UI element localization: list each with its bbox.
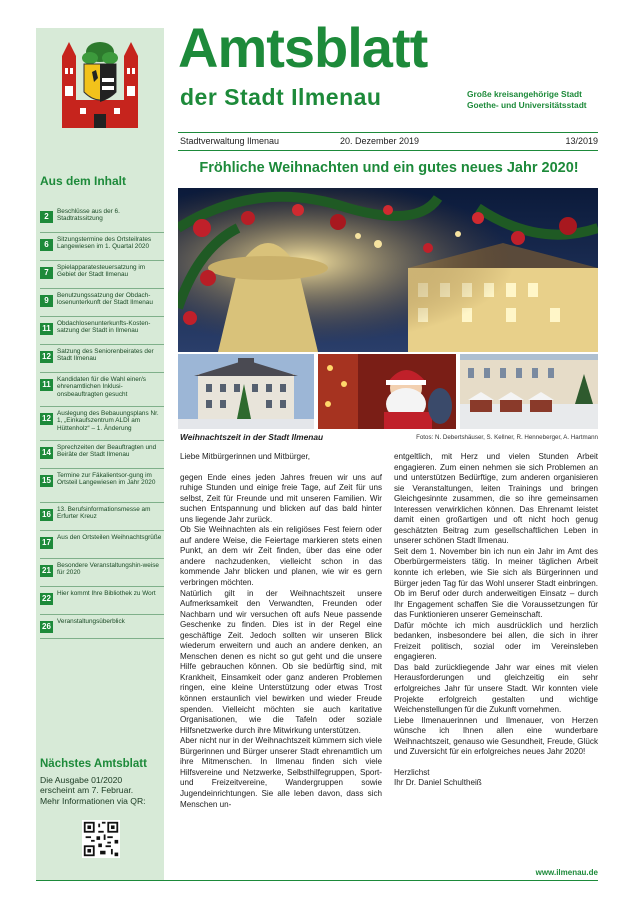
- toc-page-number: 14: [40, 447, 53, 459]
- letter-paragraph: Seit dem 1. November bin ich nun ein Jahr im Amt des Oberbürgermeisters tätig. In meiner täglichen Arbeit konnte ich erleben, wie Sie sich als Bürgerinnen und Bürger jeden Tag für das Wohl unserer Stadt einbringen. Ob im Beruf oder durch anderweitigen Einsatz – durch Ihr Engagement schaffen Sie die Voraussetzungen für das Funktionieren unserer Gemeinschaft.: [394, 546, 598, 620]
- toc-page-number: 12: [40, 413, 53, 425]
- toc-item-label: Hier kommt Ihre Bibliothek zu Wort: [57, 590, 156, 597]
- next-issue-info: [40, 775, 164, 806]
- issue-number: 13/2019: [565, 136, 598, 146]
- toc-page-number: 15: [40, 475, 53, 487]
- letter-salutation: Liebe Mitbürgerinnen und Mitbürger,: [180, 452, 311, 461]
- letter-paragraph: Ob Sie Weihnachten als ein religiöses Fest feiern oder auf andere Weise, die Feiertage markieren stets einen Punkt, an dem wir Zeit finden, über das eine oder andere nachzudenken, vielleicht schon in das kommende Jahr blicken und planen, wie wir es gern verbringen möchten.: [180, 525, 382, 588]
- toc-item[interactable]: [40, 503, 164, 531]
- letter-paragraph: Aber nicht nur in der Weihnachtszeit kümmern sich viele Bürgerinnen und Bürger unserer Stadt ehrenamtlich um ihre Mitmenschen. In Ilmenau finden sich viele Hilfsvereine und Netzwerke, Selbsthilfegruppen, Sport- und Freizeitvereine, Wandergruppen sowie Jugendeinrichtungen. Sie alle leben davon, dass sich Menschen un-: [180, 736, 382, 809]
- toc-item[interactable]: [40, 469, 164, 503]
- city-status: [467, 89, 607, 111]
- main-photo: [178, 188, 598, 352]
- letter-column-2: [394, 452, 598, 789]
- toc-item[interactable]: [40, 531, 164, 559]
- toc-item-label: Termine zur Fäkalientsor-gung im Ortsteil Langewiesen im Jahr 2020: [57, 472, 156, 487]
- next-issue-heading: Nächstes Amtsblatt: [40, 758, 147, 770]
- toc-item-label: 13. Berufsinformationsmesse am Erfurter Kreuz: [57, 506, 151, 521]
- toc-item-label: Sprechzeiten der Beauftragten und Beiräte der Stadt Ilmenau: [57, 444, 157, 459]
- photo-caption: Weihnachtszeit in der Stadt Ilmenau: [180, 432, 324, 442]
- photo-santa: [318, 354, 456, 429]
- toc-page-number: 11: [40, 323, 53, 335]
- toc-item[interactable]: [40, 441, 164, 469]
- next-issue-line: Mehr Informationen via QR:: [40, 795, 146, 806]
- toc-item[interactable]: [40, 373, 164, 407]
- coat-of-arms-icon: [58, 38, 142, 138]
- toc-item[interactable]: [40, 317, 164, 345]
- toc-item[interactable]: [40, 559, 164, 587]
- toc-page-number: 2: [40, 211, 53, 223]
- toc-item-label: Veranstaltungsüberblick: [57, 618, 125, 625]
- toc-item[interactable]: [40, 233, 164, 261]
- toc-page-number: 11: [40, 379, 53, 391]
- next-issue-line: Die Ausgabe 01/2020: [40, 775, 123, 785]
- toc-item-label: Beschlüsse aus der 6. Stadtratssitzung: [57, 208, 120, 223]
- toc-item-label: Besondere Veranstaltungshin-weise für 2020: [57, 562, 159, 577]
- letter-paragraph: Liebe Ilmenauerinnen und Ilmenauer, von Herzen wünsche ich Ihnen allen eine wunderbare Weihnachtszeit, genauso wie Gesundheit, Freude, Glück und Zuversicht für ein erfolgreiches neues Jahr 2020!: [394, 715, 598, 757]
- toc-page-number: 6: [40, 239, 53, 251]
- toc-page-number: 22: [40, 593, 53, 605]
- headline: Fröhliche Weihnachten und ein gutes neues Jahr 2020!: [199, 160, 579, 176]
- letter-paragraph: Dafür möchte ich mich ausdrücklich und herzlich bedanken, insbesondere bei allen, die sich in ihrer Freizeit politisch, sozial oder im Vereinsleben engagieren.: [394, 620, 598, 662]
- masthead-title: Amtsblatt: [178, 16, 428, 79]
- toc-page-number: 16: [40, 509, 53, 521]
- toc-item-label: Spielapparatesteuersatzung im Gebiet der Stadt Ilmenau: [57, 264, 146, 279]
- sidebar: [36, 28, 164, 880]
- toc-item-label: Aus den Ortsteilen Weihnachtsgrüße: [57, 534, 162, 541]
- letter-paragraph: Natürlich gilt in der Weihnachtszeit unsere Aufmerksamkeit den Verwandten, Freunden oder Nachbarn und wir versuchen oft aufs Neue passende Geschenke zu finden. Dies ist in der Regel eine geschäftige Zeit. Jedoch sollten wir unseren Blick wiederum erweitern und auch an andere denken, an Menschen denen es nicht so gut geht und die unsere Hilfe gebrauchen können. Ob sie bedürftig sind, mit Krankheit, Einsamkeit oder ganz anderen Problemen ringen, eine kleine Unterstützung oder etwas Trost können erstaunlich viel bewirken und wieder Freude spenden. Vielleicht möchten sie auch karitative Organisationen, wie die Tafeln oder soziale Hilfsnetzwerke durch ihre Mitwirkung unterstützen.: [180, 588, 382, 735]
- footer-rule: [36, 880, 598, 881]
- toc-heading: Aus dem Inhalt: [40, 174, 127, 188]
- publisher: Stadtverwaltung Ilmenau: [180, 136, 280, 146]
- qr-code-icon[interactable]: [82, 820, 120, 858]
- header-rule: [178, 150, 598, 151]
- toc-page-number: 7: [40, 267, 53, 279]
- letter-paragraph: Das bald zurückliegende Jahr war eines mit vielen Herausforderungen und gleichzeitig ein sehr erfolgreiches Jahr für unsere Stadt. Wir konnten viele Projekte erfolgreich gestalten und wichtige Weichenstellungen für die Zukunft vornehmen.: [394, 662, 598, 715]
- toc-item-label: Obdachlosenunterkunfts-Kosten-satzung der Stadt in Ilmenau: [57, 320, 151, 335]
- city-status-line: Goethe- und Universitätsstadt: [467, 100, 587, 110]
- issue-date: 20. Dezember 2019: [340, 136, 420, 146]
- toc-item[interactable]: [40, 587, 164, 615]
- city-status-line: Große kreisangehörige Stadt: [467, 89, 582, 99]
- toc-item[interactable]: [40, 345, 164, 373]
- letter-closing: Herzlichst: [394, 767, 430, 777]
- letter-paragraph: entgeltlich, mit Herz und vielen Stunden Arbeit engagieren. Zum einen nehmen sie sich Problemen an und unterstützen Bedürftige, zum anderen organisieren sie Veranstaltungen, leiten Trainings und bringen Gleichgesinnte zusammen, die so ihre gemeinsamen Interessen verwirklichen können. Das Ehrenamt leistet damit einen großartigen und oft nicht hoch genug geschätzten Beitrag zum gesellschaftlichen Leben in unserer schönen Stadt Ilmenau.: [394, 452, 598, 546]
- toc-item[interactable]: [40, 205, 164, 233]
- toc-item-label: Auslegung des Bebauungsplans Nr. 1, „Einkaufszentrum ALDI am Hüttenholz“ – 1. Änderung: [57, 410, 159, 432]
- next-issue-line: erscheint am 7. Februar.: [40, 785, 134, 796]
- toc-page-number: 9: [40, 295, 53, 307]
- header-rule: [178, 132, 598, 133]
- masthead-subtitle: der Stadt Ilmenau: [180, 84, 382, 110]
- toc-item-label: Satzung des Seniorenbeirates der Stadt Ilmenau: [57, 348, 154, 363]
- toc-page-number: 12: [40, 351, 53, 363]
- toc-item-label: Sitzungstermine des Ortsteilrates Langewiesen im 1. Quartal 2020: [57, 236, 152, 251]
- photo-castle: [178, 354, 314, 429]
- letter-signature: Ihr Dr. Daniel Schultheiß: [394, 778, 482, 788]
- letter-paragraph: gegen Ende eines jeden Jahres freuen wir uns auf ruhige Stunden und einige freie Tage, auf Zeit für uns selbst, Zeit für Freunde und mit unseren Familien. Wir suchen Entspannung und blicken auf das bald hinter uns liegende Jahr zurück.: [180, 472, 382, 524]
- table-of-contents: [40, 205, 164, 639]
- toc-page-number: 21: [40, 565, 53, 577]
- toc-item-label: Kandidaten für die Wahl einer/s ehrenamtlichen Inklusi-onsbeauftragten gesucht: [57, 376, 146, 398]
- toc-item[interactable]: [40, 407, 164, 441]
- toc-item[interactable]: [40, 289, 164, 317]
- letter-column-1: [180, 452, 382, 810]
- toc-page-number: 17: [40, 537, 53, 549]
- toc-item[interactable]: [40, 261, 164, 289]
- photo-credit: Fotos: N. Debertshäuser, S. Kellner, R. Henneberger, A. Hartmann: [416, 434, 598, 441]
- toc-item[interactable]: [40, 615, 164, 639]
- photo-market: [460, 354, 598, 429]
- toc-item-label: Benutzungssatzung der Obdach-losenunterkunft der Stadt Ilmenau: [57, 292, 153, 307]
- footer-website-link[interactable]: www.ilmenau.de: [535, 868, 598, 877]
- toc-page-number: 26: [40, 621, 53, 633]
